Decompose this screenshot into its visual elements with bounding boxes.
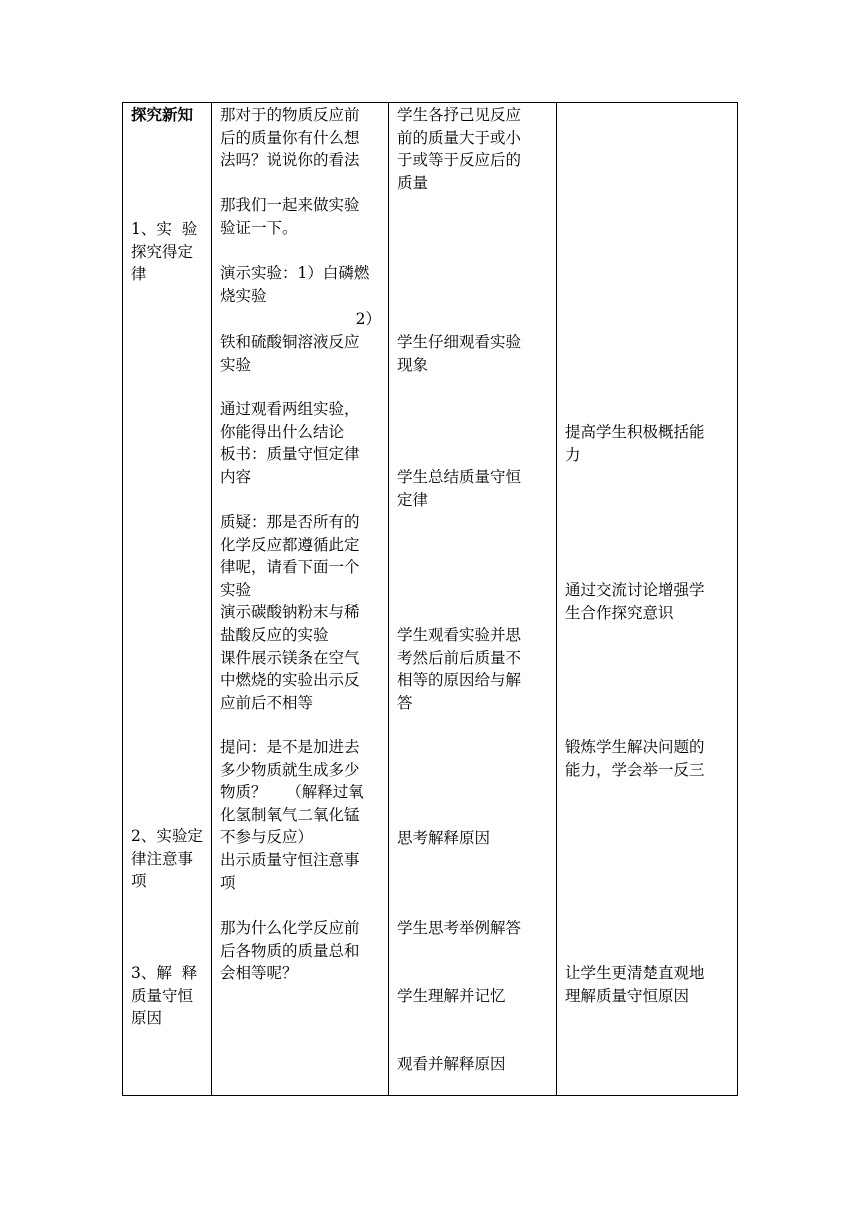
text-line: 思考解释原因 (397, 829, 491, 847)
text-line: 定律 (397, 490, 429, 509)
student-activity-8 (397, 1053, 506, 1076)
text-line: 学生总结质量守恒 (397, 468, 522, 486)
text-line: 1、实 验 (131, 220, 198, 238)
student-activity-6 (397, 917, 521, 940)
text-line: 学生仔细观看实验 (397, 333, 522, 351)
text-line: 学生理解并记忆 (397, 987, 506, 1005)
text-line: 内容 (220, 467, 252, 486)
text-line: 学生观看实验并思 (397, 626, 522, 644)
text-line: 铁和硫酸铜溶液反应 (220, 333, 360, 351)
teacher-activity-demo-1 (220, 262, 369, 307)
text-line: 质量 (397, 173, 429, 192)
student-activity-5 (397, 827, 490, 850)
column-divider (556, 103, 557, 1095)
text-line: 后的质量你有什么想 (220, 128, 360, 147)
text-line: 2、实验定 (131, 827, 203, 845)
text-line: 实验 (220, 355, 252, 374)
design-intent-1 (565, 421, 705, 466)
text-line: 课件展示镁条在空气 (220, 648, 360, 667)
text-line: 律呢，请看下面一个 (220, 558, 360, 577)
text-line: 通过交流讨论增强学 (565, 581, 705, 599)
teacher-activity-demo-2 (220, 331, 360, 376)
text-line: 那我们一起来做实验 (220, 196, 360, 214)
text-line: 前的质量大于或小 (397, 128, 522, 147)
text-line: 演示碳酸钠粉末与稀 (220, 603, 360, 622)
text-line: 能力，学会举一反三 (565, 760, 705, 779)
text-line: 质疑：那是否所有的 (220, 513, 360, 531)
text-line: 法吗？说说你的看法 (220, 151, 360, 170)
text-line: 化学反应都遵循此定 (220, 535, 360, 554)
text-line: 物质？ （解释过氧 (220, 783, 364, 802)
text-line: 学生思考举例解答 (397, 919, 522, 937)
text-line: 化氢制氧气二氧化锰 (220, 805, 360, 824)
text-line: 观看并解释原因 (397, 1055, 506, 1073)
teacher-activity-experiment-intro (220, 194, 360, 239)
text-line: 你能得出什么结论 (220, 422, 345, 441)
column-divider (211, 103, 212, 1095)
text-line: 那对于的物质反应前 (220, 106, 360, 124)
text-line: 实验 (220, 580, 252, 599)
text-line: 锻炼学生解决问题的 (565, 738, 705, 756)
text-line: 学生各抒己见反应 (397, 106, 522, 124)
text-line: 通过观看两组实验， (220, 400, 360, 418)
teacher-activity-question (220, 104, 360, 172)
text-line: 于或等于反应后的 (397, 151, 522, 170)
section-label-2 (131, 825, 203, 893)
column-divider (388, 103, 389, 1095)
text-line: 相等的原因给与解 (397, 671, 522, 690)
text-line: 提高学生积极概括能 (565, 423, 705, 441)
text-line: 3、解 释 (131, 964, 198, 982)
student-activity-7 (397, 985, 506, 1008)
section-label-1 (131, 218, 197, 286)
section-label-3 (131, 962, 197, 1030)
text-line: 板书：质量守恒定律 (220, 445, 360, 464)
text-line: 现象 (397, 355, 429, 374)
text-line: 原因 (131, 1009, 163, 1028)
text-line: 答 (397, 693, 413, 712)
teacher-activity-question-2 (220, 511, 360, 714)
text-line: 项 (131, 872, 147, 891)
text-line: 质量守恒 (131, 986, 194, 1005)
text-line: 多少物质就生成多少 (220, 760, 360, 779)
design-intent-3 (565, 736, 705, 781)
student-activity-2 (397, 331, 521, 376)
student-activity-4 (397, 624, 521, 714)
teacher-activity-question-4 (220, 917, 360, 985)
teacher-activity-conclusion (220, 398, 360, 488)
text-line: 验证一下。 (220, 218, 298, 237)
text-line: 应前后不相等 (220, 693, 314, 712)
design-intent-4 (565, 962, 705, 1007)
text-line: 出示质量守恒注意事 (220, 850, 360, 869)
text-line: 理解质量守恒原因 (565, 986, 690, 1005)
text-line: 那为什么化学反应前 (220, 919, 360, 937)
design-intent-2 (565, 579, 705, 624)
text-line: 后各物质的质量总和 (220, 941, 360, 960)
text-line: 会相等呢？ (220, 964, 298, 983)
teacher-activity-question-3 (220, 736, 364, 894)
text-line: 探究得定 (131, 242, 194, 261)
text-line: 生合作探究意识 (565, 603, 674, 622)
text-line: 项 (220, 873, 236, 892)
text-line: 律 (131, 265, 147, 284)
text-line: 考然后前后质量不 (397, 648, 522, 667)
text-line: 烧实验 (220, 286, 267, 305)
text-line: 盐酸反应的实验 (220, 625, 329, 644)
teacher-activity-demo-2-number: 2） (355, 310, 381, 328)
text-line: 不参与反应） (220, 828, 314, 847)
student-activity-3 (397, 466, 521, 511)
text-line: 让学生更清楚直观地 (565, 964, 705, 982)
section-heading: 探究新知 (131, 105, 194, 124)
text-line: 力 (565, 445, 581, 464)
text-line: 中燃烧的实验出示反 (220, 671, 360, 690)
student-activity-1 (397, 104, 521, 194)
text-line: 演示实验：1）白磷燃 (220, 264, 370, 282)
text-line: 提问：是不是加进去 (220, 738, 360, 756)
text-line: 律注意事 (131, 849, 194, 868)
